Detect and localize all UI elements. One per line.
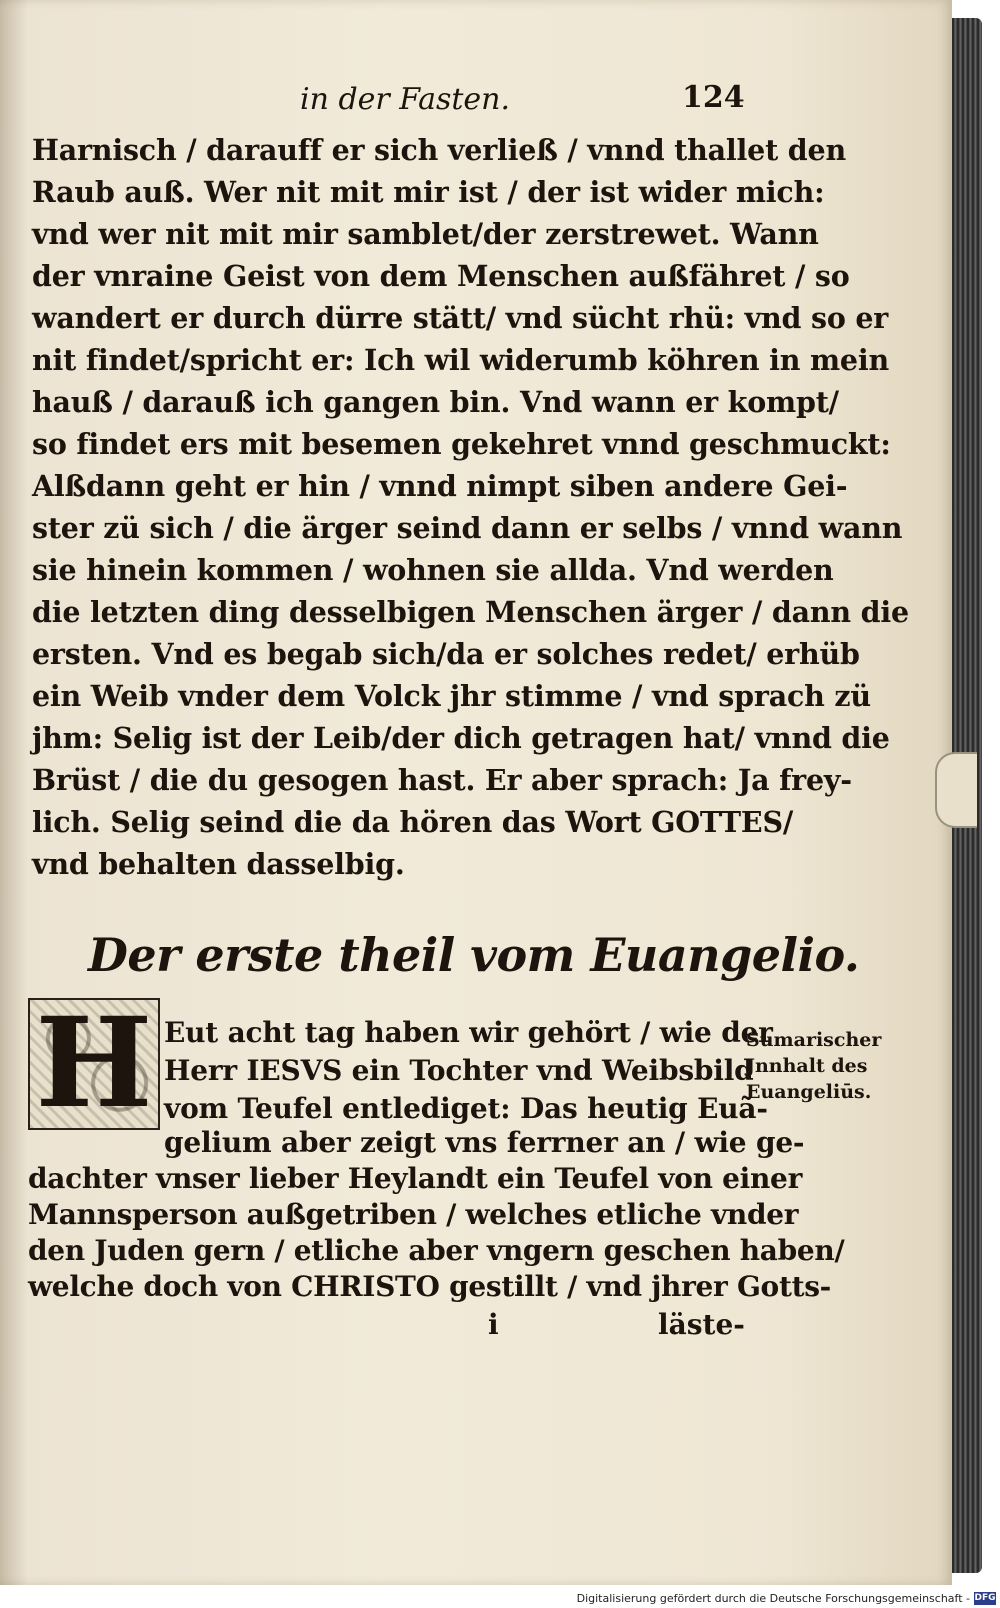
text-line: Alßdann geht er hin / vnnd nimpt siben andere Gei- [32, 469, 848, 503]
text-line: sie hinein kommen / wohnen sie allda. Vnd werden [32, 553, 834, 587]
section-heading: Der erste theil vom Euangelio. [88, 928, 860, 982]
text-line: vom Teufel entlediget: Das heutig Euã- [164, 1092, 768, 1125]
text-line: Eut acht tag haben wir gehört / wie der [164, 1016, 773, 1049]
footer-credit: Digitalisierung gefördert durch die Deutsche Forschungsgemeinschaft - [576, 1592, 970, 1605]
text-line: Brüst / die du gesogen hast. Er aber sprach: Ja frey- [32, 763, 852, 797]
text-line: ersten. Vnd es begab sich/da er solches redet/ erhüb [32, 637, 860, 671]
text-line: Harnisch / darauff er sich verließ / vnnd thallet den [32, 133, 846, 167]
text-line: den Juden gern / etliche aber vngern geschen haben/ [28, 1234, 845, 1267]
text-line: lich. Selig seind die da hören das Wort GOTTES/ [32, 805, 794, 839]
text-line: wandert er durch dürre stätt/ vnd sücht rhü: vnd so er [32, 301, 889, 335]
text-line: ein Weib vnder dem Volck jhr stimme / vnd sprach zü [32, 679, 871, 713]
text-line: dachter vnser lieber Heylandt ein Teufel von einer [28, 1162, 803, 1195]
text-line: jhm: Selig ist der Leib/der dich getragen hat/ vnnd die [32, 721, 890, 755]
text-line: so findet ers mit besemen gekehret vnnd geschmuckt: [32, 427, 891, 461]
text-line: gelium aber zeigt vns ferrner an / wie ge- [164, 1126, 805, 1159]
decorated-initial [28, 991, 160, 1136]
text-line: Herr IESVS ein Tochter vnd Weibsbild [164, 1054, 754, 1087]
initial-letter: H [35, 991, 153, 1136]
dfg-logo: DFG [974, 1593, 996, 1603]
marginal-note-line: Euangeliūs. [746, 1081, 872, 1103]
text-line: Mannsperson außgetriben / welches etliche vnder [28, 1198, 799, 1231]
text-line: hauß / darauß ich gangen bin. Vnd wann er kompt/ [32, 385, 839, 419]
catchword: läste- [658, 1308, 745, 1341]
text-line: nit findet/spricht er: Ich wil widerumb köhren in mein [32, 343, 890, 377]
text-line: die letzten ding desselbigen Menschen ärger / dann die [32, 595, 909, 629]
marginal-note-line: Sumarischer [746, 1029, 882, 1051]
text-line: vnd behalten dasselbig. [32, 847, 405, 881]
text-line: vnd wer nit mit mir samblet/der zerstrewet. Wann [32, 217, 819, 251]
signature-mark: i [488, 1308, 499, 1341]
text-line: der vnraine Geist von dem Menschen außfähret / so [32, 259, 850, 293]
text-line: ster zü sich / die ärger seind dann er selbs / vnnd wann [32, 511, 903, 545]
running-head: in der Fasten. [300, 82, 511, 117]
text-line: Raub auß. Wer nit mit mir ist / der ist wider mich: [32, 175, 825, 209]
page-tab [935, 752, 977, 828]
page-number: 124 [682, 80, 745, 115]
marginal-note-line: Jnnhalt des [746, 1055, 868, 1077]
text-line: welche doch von CHRISTO gestillt / vnd jhrer Gotts- [28, 1270, 831, 1303]
